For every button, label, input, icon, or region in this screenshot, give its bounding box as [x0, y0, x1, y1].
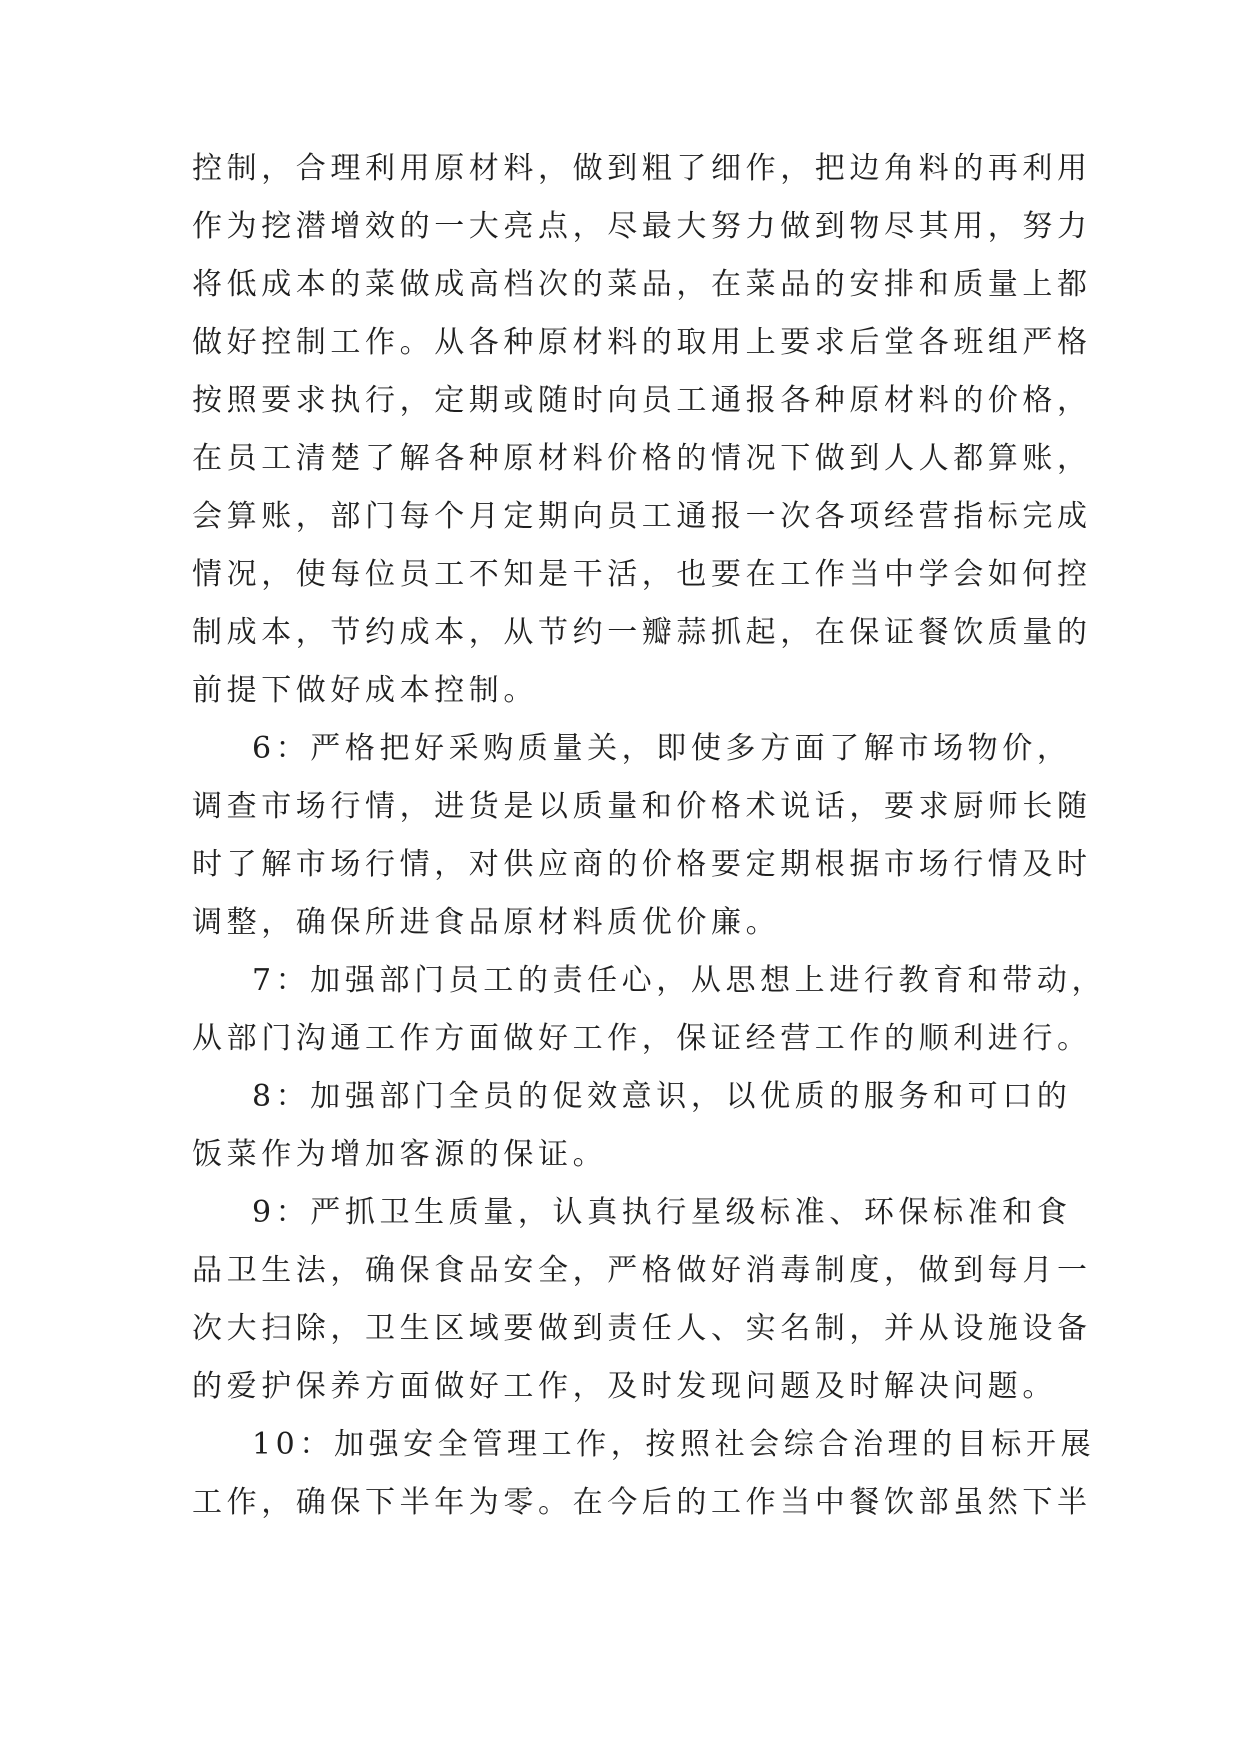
item-10-line: 10：加强安全管理工作，按照社会综合治理的目标开展: [252, 1427, 1096, 1462]
item-7-line: 7：加强部门员工的责任心，从思想上进行教育和带动，: [252, 963, 1107, 998]
item-8-line: 8：加强部门全员的促效意识，以优质的服务和可口的: [252, 1079, 1072, 1114]
text-line: 按照要求执行，定期或随时向员工通报各种原材料的价格，: [192, 383, 1092, 418]
item-9-line: 9：严抓卫生质量，认真执行星级标准、环保标准和食: [252, 1195, 1072, 1230]
text-line: 从部门沟通工作方面做好工作，保证经营工作的顺利进行。: [192, 1021, 1092, 1056]
text-line: 调整，确保所进食品原材料质优价廉。: [192, 905, 781, 940]
text-line: 在员工清楚了解各种原材料价格的情况下做到人人都算账，: [192, 441, 1092, 476]
text-line: 工作，确保下半年为零。在今后的工作当中餐饮部虽然下半: [192, 1485, 1092, 1520]
text-line: 控制，合理利用原材料，做到粗了细作，把边角料的再利用: [192, 151, 1092, 186]
text-line: 做好控制工作。从各种原材料的取用上要求后堂各班组严格: [192, 325, 1092, 360]
text-line: 饭菜作为增加客源的保证。: [192, 1137, 608, 1172]
text-line: 时了解市场行情，对供应商的价格要定期根据市场行情及时: [192, 847, 1092, 882]
text-line: 调查市场行情，进货是以质量和价格术说话，要求厨师长随: [192, 789, 1092, 824]
text-line: 会算账，部门每个月定期向员工通报一次各项经营指标完成: [192, 499, 1092, 534]
text-line: 作为挖潜增效的一大亮点，尽最大努力做到物尽其用，努力: [192, 209, 1092, 244]
text-line: 前提下做好成本控制。: [192, 673, 538, 708]
text-line: 的爱护保养方面做好工作，及时发现问题及时解决问题。: [192, 1369, 1057, 1404]
text-line: 品卫生法，确保食品安全，严格做好消毒制度，做到每月一: [192, 1253, 1092, 1288]
text-line: 次大扫除，卫生区域要做到责任人、实名制，并从设施设备: [192, 1311, 1092, 1346]
text-line: 情况，使每位员工不知是干活，也要在工作当中学会如何控: [192, 557, 1092, 592]
text-line: 将低成本的菜做成高档次的菜品，在菜品的安排和质量上都: [192, 267, 1092, 302]
item-6-line: 6：严格把好采购质量关，即使多方面了解市场物价，: [252, 731, 1072, 766]
text-line: 制成本，节约成本，从节约一瓣蒜抓起，在保证餐饮质量的: [192, 615, 1092, 650]
